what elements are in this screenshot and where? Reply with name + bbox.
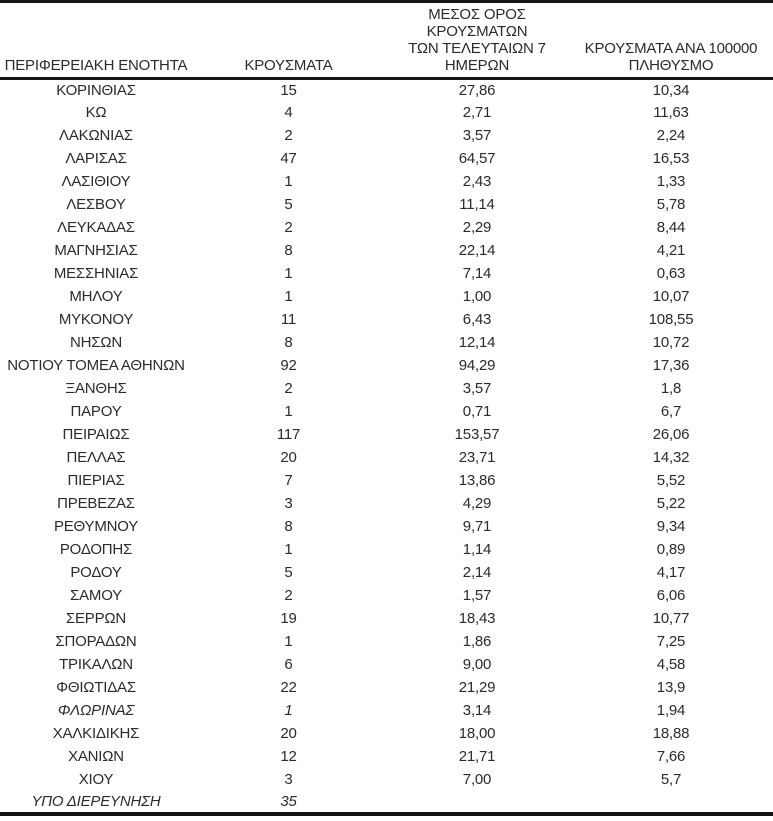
table-row (0, 101, 773, 124)
header-line: ΤΩΝ ΤΕΛΕΥΤΑΙΩΝ 7 (408, 40, 546, 57)
region-cell: ΡΟΔΟΥ (70, 563, 122, 581)
cases-cell: 8 (284, 334, 293, 352)
region-cell: ΛΕΥΚΑΔΑΣ (57, 219, 135, 237)
table-row (0, 216, 773, 239)
per100k-cell: 13,9 (656, 678, 686, 696)
avg7-cell: 1,57 (462, 586, 492, 604)
avg7-cell: 4,29 (462, 494, 492, 512)
per100k-cell: 10,34 (652, 82, 690, 100)
avg7-cell: 0,71 (462, 403, 492, 421)
avg7-cell: 13,86 (458, 471, 496, 489)
table-row (0, 561, 773, 584)
avg7-cell: 1,00 (462, 288, 492, 306)
avg7-cell: 3,57 (462, 380, 492, 398)
per100k-cell: 9,34 (656, 517, 686, 535)
table-row (0, 653, 773, 676)
region-cell: ΚΩ (85, 104, 107, 122)
cases-cell: 5 (284, 196, 293, 214)
per100k-cell: 4,21 (656, 242, 686, 260)
per100k-cell: 5,78 (656, 196, 686, 214)
table-row (0, 584, 773, 607)
table-row (0, 285, 773, 308)
header-line: ΚΡΟΥΣΜΑΤΑ ΑΝΑ 100000 (584, 40, 758, 57)
header-line: ΠΕΡΙΦΕΡΕΙΑΚΗ ΕΝΟΤΗΤΑ (4, 57, 188, 74)
header-line: ΠΛΗΘΥΣΜΟ (628, 57, 714, 74)
cases-cell: 35 (280, 792, 297, 810)
per100k-cell: 11,63 (653, 104, 689, 122)
table-row (0, 722, 773, 745)
avg7-cell: 2,43 (462, 173, 492, 191)
region-cell: ΥΠΟ ΔΙΕΡΕΥΝΗΣΗ (31, 792, 161, 810)
avg7-cell: 3,57 (462, 127, 492, 145)
column-header-per100k (569, 2, 773, 79)
region-cell: ΧΑΛΚΙΔΙΚΗΣ (52, 724, 140, 742)
column-header-region (0, 2, 192, 79)
avg7-cell: 18,00 (458, 724, 496, 742)
per100k-cell: 26,06 (652, 426, 690, 444)
region-cell: ΤΡΙΚΑΛΩΝ (59, 655, 133, 673)
cases-cell: 1 (284, 701, 293, 719)
per100k-cell: 10,07 (652, 288, 690, 306)
table-row (0, 331, 773, 354)
region-cell: ΛΑΣΙΘΙΟΥ (61, 173, 131, 191)
region-cell: ΠΑΡΟΥ (70, 403, 122, 421)
region-cell: ΣΕΡΡΩΝ (65, 609, 127, 627)
region-cell: ΜΥΚΟΝΟΥ (58, 311, 134, 329)
per100k-cell: 8,44 (656, 219, 686, 237)
region-cell: ΚΟΡΙΝΘΙΑΣ (56, 82, 136, 100)
per100k-cell: 6,06 (656, 586, 686, 604)
cases-cell: 5 (284, 563, 293, 581)
per100k-cell: 14,32 (652, 448, 690, 466)
table-row (0, 446, 773, 469)
per100k-cell: 17,36 (652, 357, 690, 375)
region-cell: ΝΟΤΙΟΥ ΤΟΜΕΑ ΑΘΗΝΩΝ (7, 357, 185, 375)
cases-cell: 4 (284, 104, 293, 122)
cases-cell: 15 (280, 82, 297, 100)
per100k-cell: 2,24 (656, 127, 686, 145)
avg7-cell: 7,00 (462, 770, 492, 788)
table-row (0, 745, 773, 768)
region-cell: ΛΕΣΒΟΥ (66, 196, 126, 214)
per100k-cell: 7,66 (656, 747, 686, 765)
column-header-avg7 (385, 2, 569, 79)
table-row (0, 538, 773, 561)
per100k-cell: 16,53 (652, 150, 690, 168)
table-body (0, 79, 773, 814)
cases-cell: 1 (284, 403, 293, 421)
avg7-cell: 21,29 (458, 678, 496, 696)
region-cell: ΧΑΝΙΩΝ (68, 747, 124, 765)
region-cell: ΝΗΣΩΝ (70, 334, 122, 352)
cases-cell: 2 (284, 219, 293, 237)
cases-cell: 1 (284, 632, 293, 650)
cases-cell: 1 (284, 173, 293, 191)
table-row (0, 308, 773, 331)
region-cell: ΜΗΛΟΥ (69, 288, 123, 306)
cases-cell: 1 (284, 265, 293, 283)
region-cell: ΦΛΩΡΙΝΑΣ (57, 701, 135, 719)
header-line: ΜΕΣΟΣ ΟΡΟΣ ΚΡΟΥΣΜΑΤΩΝ (426, 6, 528, 40)
per100k-cell: 10,77 (652, 609, 690, 627)
per100k-cell: 0,89 (656, 540, 686, 558)
cases-cell: 6 (284, 655, 293, 673)
table-row (0, 492, 773, 515)
avg7-cell: 3,14 (462, 701, 492, 719)
per100k-cell: 7,25 (656, 632, 686, 650)
per100k-cell: 1,33 (656, 173, 686, 191)
region-cell: ΧΙΟΥ (78, 770, 114, 788)
region-cell: ΦΘΙΩΤΙΔΑΣ (56, 678, 136, 696)
per100k-cell: 1,94 (656, 701, 686, 719)
cases-cell: 7 (284, 471, 293, 489)
column-header-cases (192, 2, 385, 79)
avg7-cell: 2,14 (462, 563, 492, 581)
cases-cell: 117 (276, 426, 301, 444)
cases-cell: 11 (280, 311, 297, 329)
region-cell: ΡΕΘΥΜΝΟΥ (53, 517, 139, 535)
region-cell: ΣΠΟΡΑΔΩΝ (55, 632, 137, 650)
cases-cell: 2 (284, 380, 293, 398)
region-cell: ΜΑΓΝΗΣΙΑΣ (54, 242, 138, 260)
region-cell: ΛΑΡΙΣΑΣ (65, 150, 127, 168)
table-row (0, 193, 773, 216)
avg7-cell: 23,71 (458, 448, 496, 466)
avg7-cell: 64,57 (458, 150, 496, 168)
cases-cell: 8 (284, 242, 293, 260)
per100k-cell: 6,7 (660, 403, 682, 421)
avg7-cell: 6,43 (462, 311, 492, 329)
per100k-cell: 0,63 (656, 265, 686, 283)
per100k-cell: 10,72 (652, 334, 690, 352)
per100k-cell: 5,22 (656, 494, 686, 512)
per100k-cell: 5,52 (656, 471, 686, 489)
region-cell: ΠΕΛΛΑΣ (66, 448, 126, 466)
avg7-cell: 18,43 (458, 609, 496, 627)
table-row (0, 791, 773, 814)
cases-cell: 12 (280, 747, 297, 765)
table-row (0, 262, 773, 285)
cases-cell: 19 (280, 609, 297, 627)
avg7-cell: 22,14 (458, 242, 496, 260)
table-row (0, 423, 773, 446)
avg7-cell: 12,14 (458, 334, 496, 352)
region-cell: ΡΟΔΟΠΗΣ (59, 540, 133, 558)
region-cell: ΜΕΣΣΗΝΙΑΣ (53, 265, 139, 283)
table-row (0, 676, 773, 699)
table-row (0, 699, 773, 722)
table-row (0, 630, 773, 653)
avg7-cell: 2,29 (462, 219, 492, 237)
cases-cell: 92 (280, 357, 297, 375)
header-line: ΗΜΕΡΩΝ (444, 57, 510, 74)
avg7-cell: 1,14 (462, 540, 492, 558)
avg7-cell (385, 791, 569, 814)
table-row (0, 147, 773, 170)
region-cell: ΠΡΕΒΕΖΑΣ (57, 494, 135, 512)
table-row (0, 239, 773, 262)
cases-cell: 3 (284, 494, 293, 512)
per100k-cell: 5,7 (660, 770, 682, 788)
avg7-cell: 94,29 (458, 357, 496, 375)
table-row (0, 515, 773, 538)
avg7-cell: 1,86 (462, 632, 492, 650)
table-row (0, 768, 773, 791)
avg7-cell: 2,71 (462, 104, 492, 122)
region-cell: ΛΑΚΩΝΙΑΣ (59, 127, 133, 145)
per100k-cell: 18,88 (652, 724, 690, 742)
avg7-cell: 11,14 (459, 196, 495, 214)
cases-cell: 2 (284, 586, 293, 604)
avg7-cell: 9,00 (462, 655, 492, 673)
cases-cell: 22 (280, 678, 297, 696)
region-cell: ΠΕΙΡΑΙΩΣ (62, 426, 130, 444)
avg7-cell: 7,14 (462, 265, 492, 283)
cases-cell: 47 (280, 150, 297, 168)
per100k-cell: 4,17 (656, 563, 686, 581)
table-row (0, 400, 773, 423)
per100k-cell: 108,55 (648, 311, 694, 329)
table-row (0, 607, 773, 630)
avg7-cell: 21,71 (458, 747, 496, 765)
per100k-cell: 1,8 (660, 380, 682, 398)
table-row (0, 354, 773, 377)
header-row (0, 2, 773, 79)
table-row (0, 124, 773, 147)
per100k-cell: 4,58 (656, 655, 686, 673)
avg7-cell: 153,57 (454, 426, 500, 444)
header-line: ΚΡΟΥΣΜΑΤΑ (244, 57, 333, 74)
avg7-cell: 9,71 (462, 517, 492, 535)
table-row (0, 79, 773, 102)
cases-cell: 8 (284, 517, 293, 535)
table-row (0, 469, 773, 492)
region-cell: ΣΑΜΟΥ (70, 586, 122, 604)
cases-cell: 20 (280, 724, 297, 742)
cases-cell: 3 (284, 770, 293, 788)
cases-cell: 2 (284, 127, 293, 145)
cases-cell: 20 (280, 448, 297, 466)
per100k-cell (569, 791, 773, 814)
table-row (0, 170, 773, 193)
table-header (0, 2, 773, 79)
region-cell: ΠΙΕΡΙΑΣ (67, 471, 125, 489)
region-cell: ΞΑΝΘΗΣ (65, 380, 127, 398)
cases-cell: 1 (284, 288, 293, 306)
avg7-cell: 27,86 (458, 82, 496, 100)
cases-cell: 1 (284, 540, 293, 558)
table-row (0, 377, 773, 400)
